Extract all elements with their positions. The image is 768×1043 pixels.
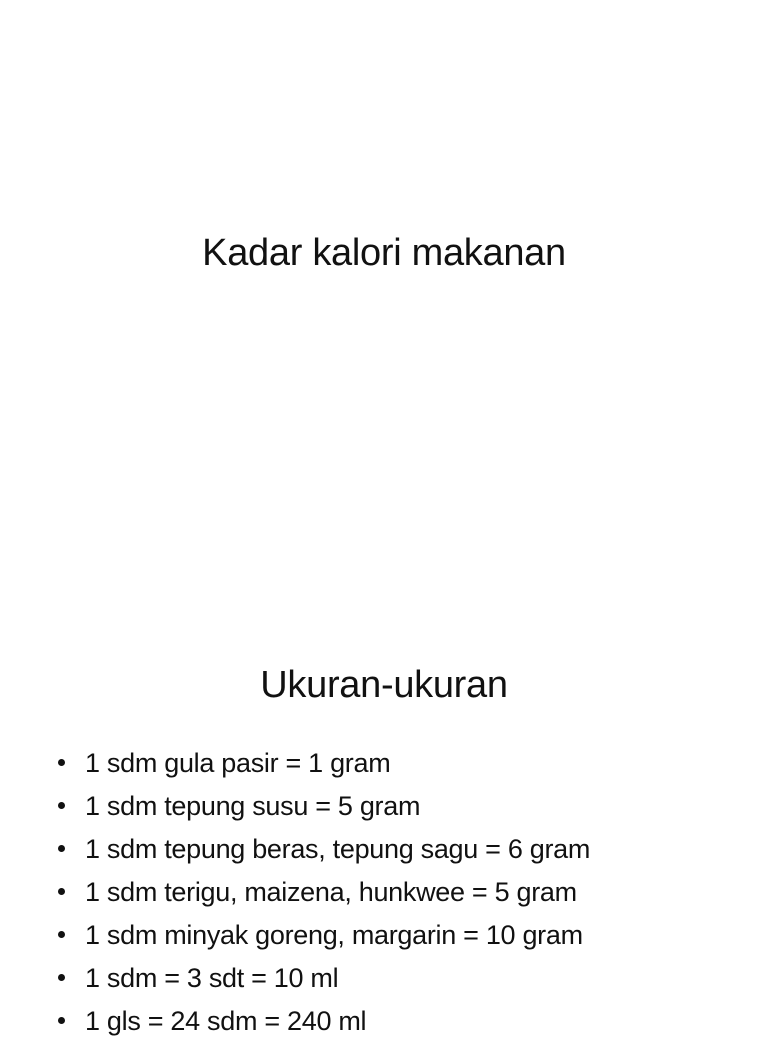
list-item (58, 914, 590, 957)
bullet-icon (58, 888, 65, 895)
bullet-icon (58, 759, 65, 766)
list-item-text: 1 sdm tepung susu = 5 gram (85, 791, 421, 821)
list-item-text: 1 sdm = 3 sdt = 10 ml (85, 963, 339, 993)
list-item-text: 1 sdm minyak goreng, margarin = 10 gram (85, 920, 583, 950)
list-item (58, 742, 590, 785)
list-item-text: 1 sdm tepung beras, tepung sagu = 6 gram (85, 834, 591, 864)
list-item (58, 957, 590, 1000)
slide-2-title: Ukuran-ukuran (260, 664, 508, 706)
list-item (58, 828, 590, 871)
bullet-icon (58, 802, 65, 809)
list-item (58, 871, 590, 914)
bullet-icon (58, 1017, 65, 1024)
list-item (58, 785, 590, 828)
slide-1-title: Kadar kalori makanan (202, 232, 566, 274)
list-item-text: 1 sdm terigu, maizena, hunkwee = 5 gram (85, 877, 577, 907)
bullet-icon (58, 845, 65, 852)
list-item-text: 1 gls = 24 sdm = 240 ml (85, 1006, 367, 1036)
list-item-text: 1 sdm gula pasir = 1 gram (85, 748, 391, 778)
measurement-list (58, 742, 590, 1043)
list-item (58, 1000, 590, 1043)
bullet-icon (58, 974, 65, 981)
bullet-icon (58, 931, 65, 938)
